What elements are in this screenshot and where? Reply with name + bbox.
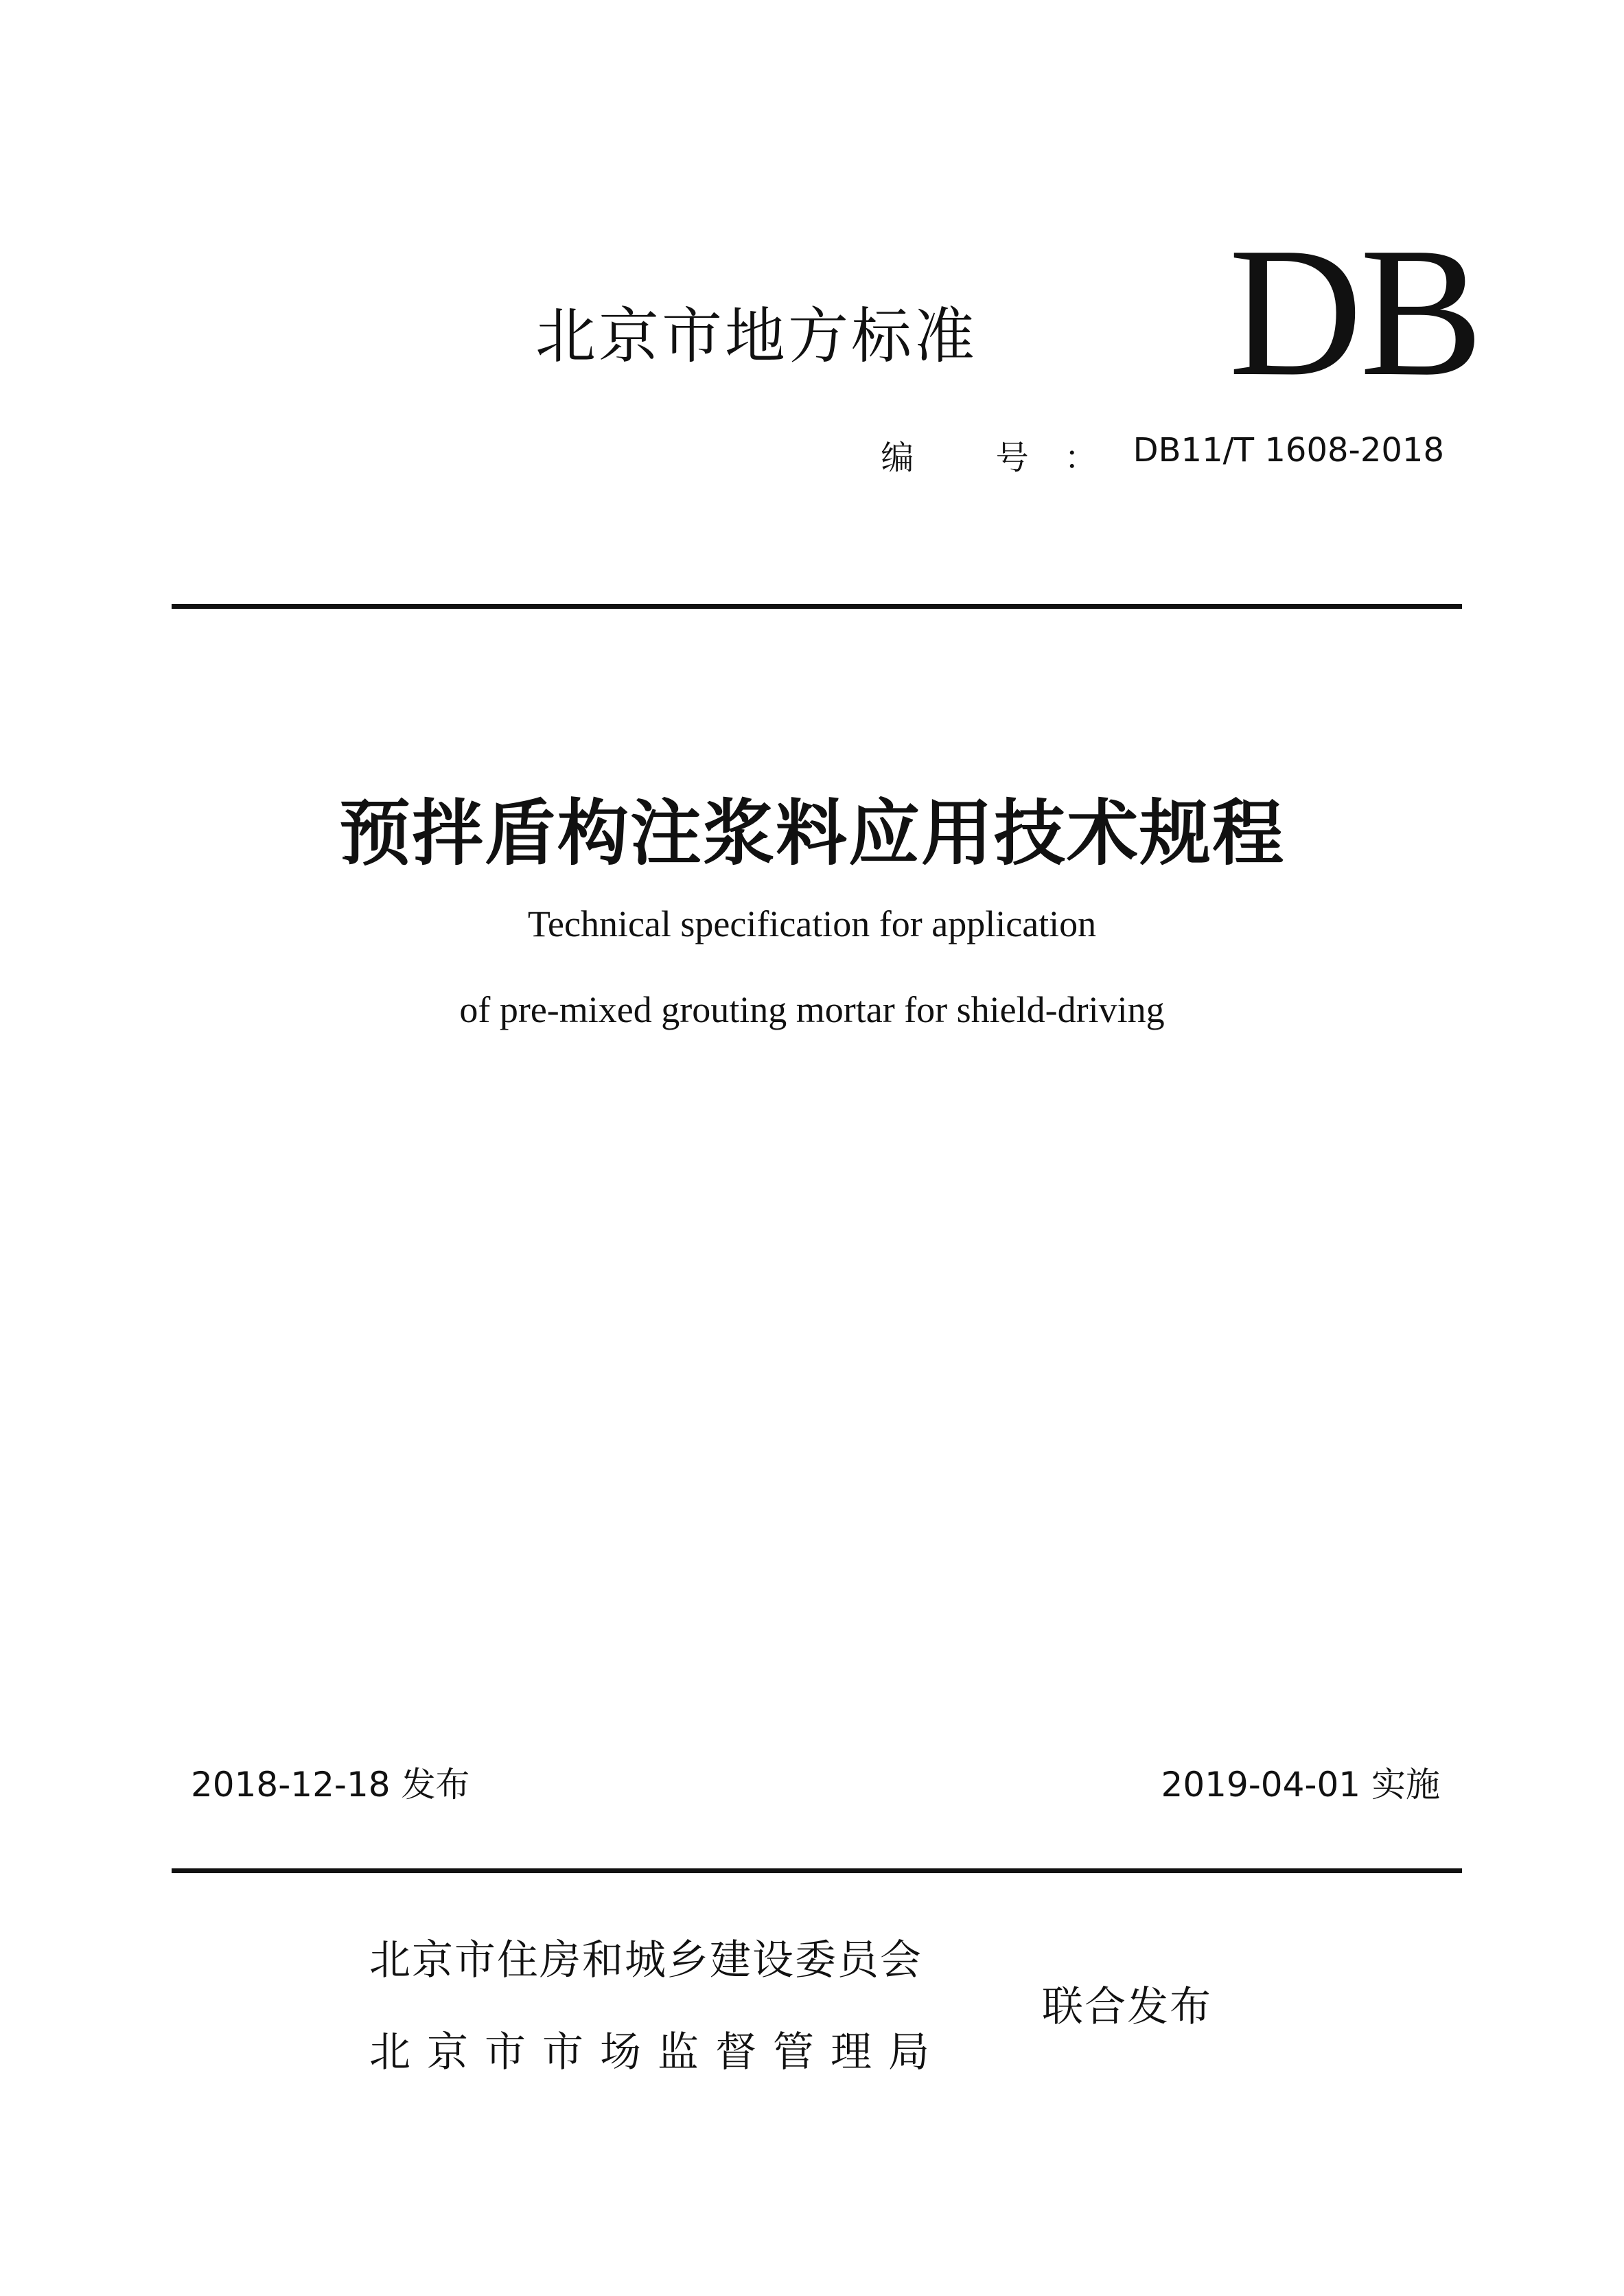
standard-number xyxy=(881,431,1444,478)
document-title-zh: 预拌盾构注浆料应用技术规程 xyxy=(338,791,1285,875)
bottom-divider xyxy=(172,1868,1462,1873)
standard-number-value: DB11/T 1608-2018 xyxy=(1133,431,1444,469)
document-title-en-line2: of pre-mixed grouting mortar for shield-driving xyxy=(459,989,1165,1030)
document-title-en-line1: Technical specification for application xyxy=(527,903,1097,944)
implementation-date: 2019-04-01 实施 xyxy=(1161,1765,1440,1805)
issue-date: 2018-12-18 发布 xyxy=(191,1765,470,1805)
standard-number-label: 编 号： xyxy=(881,439,1133,477)
db-mark: DB xyxy=(1229,209,1481,415)
top-divider xyxy=(172,604,1462,609)
standard-category: 北京市地方标准 xyxy=(535,301,978,371)
joint-issue-label: 联合发布 xyxy=(1042,1983,1212,2031)
issuer-housing-commission: 北京市住房和城乡建设委员会 xyxy=(369,1936,923,1984)
issuer-market-bureau: 北京市市场监督管理局 xyxy=(369,2028,946,2076)
